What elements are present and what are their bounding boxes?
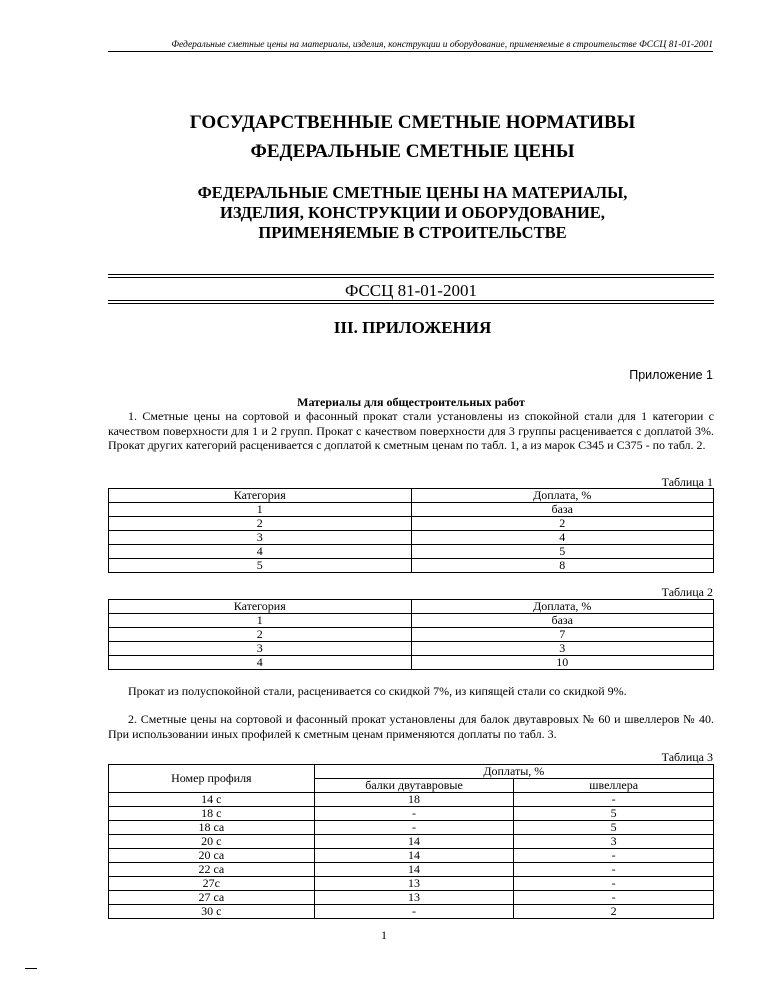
running-header: Федеральные сметные цены на материалы, изделия, конструкции и оборудование, применяемые в строительстве ФССЦ 81-01-2001 <box>108 40 713 52</box>
appendix-label: Приложение 1 <box>629 368 713 382</box>
table-cell: 5 <box>109 559 412 573</box>
table-cell: 4 <box>109 656 412 670</box>
table-cell: 22 са <box>109 863 315 877</box>
table-cell: 2 <box>514 905 714 919</box>
table-cell: 2 <box>109 517 412 531</box>
table-row <box>109 628 714 642</box>
table-cell: 4 <box>109 545 412 559</box>
table-cell: 4 <box>411 531 714 545</box>
table-row <box>109 877 714 891</box>
table-row <box>109 891 714 905</box>
table-cell: 3 <box>514 835 714 849</box>
table-header-cell: Категория <box>109 489 412 503</box>
table-cell: - <box>314 821 514 835</box>
table-cell: - <box>514 891 714 905</box>
table-cell: 20 с <box>109 835 315 849</box>
title-document <box>60 183 765 243</box>
table-row <box>109 905 714 919</box>
table-cell: 5 <box>514 807 714 821</box>
table-cell: - <box>514 863 714 877</box>
table-cell: 18 с <box>109 807 315 821</box>
table-row <box>109 849 714 863</box>
table-cell: 1 <box>109 503 412 517</box>
table-cell: 10 <box>411 656 714 670</box>
table-row <box>109 503 714 517</box>
table-row <box>109 545 714 559</box>
table-header-cell: Доплаты, % <box>314 765 713 779</box>
page-number: 1 <box>381 928 387 942</box>
table-header-cell: балки двутавровые <box>314 779 514 793</box>
corner-mark <box>25 968 37 969</box>
table-cell: 2 <box>411 517 714 531</box>
table-cell: - <box>314 807 514 821</box>
table-cell: 27с <box>109 877 315 891</box>
table-header-row <box>109 489 714 503</box>
table-row <box>109 531 714 545</box>
table-2 <box>108 599 714 670</box>
paragraph-2: Прокат из полуспокойной стали, расценивается со скидкой 7%, из кипящей стали со скидкой 9%. <box>128 684 627 698</box>
table-cell: 8 <box>411 559 714 573</box>
title-federal-prices: ФЕДЕРАЛЬНЫЕ СМЕТНЫЕ ЦЕНЫ <box>250 141 575 162</box>
table-1 <box>108 488 714 573</box>
table-header-cell: швеллера <box>514 779 714 793</box>
table-cell: база <box>411 614 714 628</box>
table-cell: 13 <box>314 891 514 905</box>
table-row <box>109 642 714 656</box>
title-document-line3: ПРИМЕНЯЕМЫЕ В СТРОИТЕЛЬСТВЕ <box>258 223 567 242</box>
table-cell: 3 <box>109 642 412 656</box>
table2-caption: Таблица 2 <box>661 585 713 599</box>
table-cell: 14 <box>314 849 514 863</box>
double-rule-bottom-a <box>108 300 714 301</box>
table-cell: 18 <box>314 793 514 807</box>
subheading: Материалы для общестроительных работ <box>297 395 525 409</box>
table-cell: - <box>514 793 714 807</box>
table-cell: база <box>411 503 714 517</box>
section-heading: III. ПРИЛОЖЕНИЯ <box>333 318 492 337</box>
double-rule-bottom-b <box>108 303 714 304</box>
table-row <box>109 807 714 821</box>
document-code: ФССЦ 81-01-2001 <box>345 281 477 300</box>
table-header-cell: Доплата, % <box>411 489 714 503</box>
table-header-row <box>109 600 714 614</box>
table-row <box>109 835 714 849</box>
table-cell: - <box>314 905 514 919</box>
table-row <box>109 821 714 835</box>
table-cell: 2 <box>109 628 412 642</box>
table-cell: 30 с <box>109 905 315 919</box>
title-state-norms: ГОСУДАРСТВЕННЫЕ СМЕТНЫЕ НОРМАТИВЫ <box>189 112 636 133</box>
table-header-cell: Категория <box>109 600 412 614</box>
table-cell: 14 <box>314 835 514 849</box>
table-cell: 5 <box>514 821 714 835</box>
table-cell: 20 са <box>109 849 315 863</box>
table-row <box>109 517 714 531</box>
table-cell: 1 <box>109 614 412 628</box>
table-3 <box>108 764 714 919</box>
table-row <box>109 656 714 670</box>
title-document-line1: ФЕДЕРАЛЬНЫЕ СМЕТНЫЕ ЦЕНЫ НА МАТЕРИАЛЫ, <box>197 183 628 202</box>
table-row <box>109 614 714 628</box>
title-document-line2: ИЗДЕЛИЯ, КОНСТРУКЦИИ И ОБОРУДОВАНИЕ, <box>220 203 605 222</box>
table1-caption: Таблица 1 <box>661 475 713 489</box>
table-header-cell: Номер профиля <box>109 765 315 793</box>
table-cell: 14 <box>314 863 514 877</box>
table-row <box>109 793 714 807</box>
table-cell: 3 <box>109 531 412 545</box>
table-header-row <box>109 765 714 779</box>
table-cell: 27 са <box>109 891 315 905</box>
paragraph-3: 2. Сметные цены на сортовой и фасонный прокат установлены для балок двутавровых № 60 и швеллеров № 40. При использовании иных профилей к сметным ценам применяются доплаты по табл. 3. <box>108 712 714 741</box>
table-cell: - <box>514 849 714 863</box>
table-cell: - <box>514 877 714 891</box>
table-cell: 14 с <box>109 793 315 807</box>
table3-caption: Таблица 3 <box>661 750 713 764</box>
table-row <box>109 559 714 573</box>
table-cell: 7 <box>411 628 714 642</box>
table-header-cell: Доплата, % <box>411 600 714 614</box>
table-row <box>109 863 714 877</box>
table-cell: 3 <box>411 642 714 656</box>
table-cell: 5 <box>411 545 714 559</box>
paragraph-1: 1. Сметные цены на сортовой и фасонный прокат стали установлены из спокойной стали для 1 категории с качеством поверхности для 1 и 2 групп. Прокат с качеством поверхности для 3 группы расценивается с доплатой 3%. Прокат других категорий расценивается с доплатой к сметным ценам по табл. 1, а из марок С345 и С375 - по табл. 2. <box>108 409 714 452</box>
table-cell: 18 са <box>109 821 315 835</box>
double-rule-top-b <box>108 277 714 278</box>
double-rule-top-a <box>108 274 714 275</box>
table-cell: 13 <box>314 877 514 891</box>
